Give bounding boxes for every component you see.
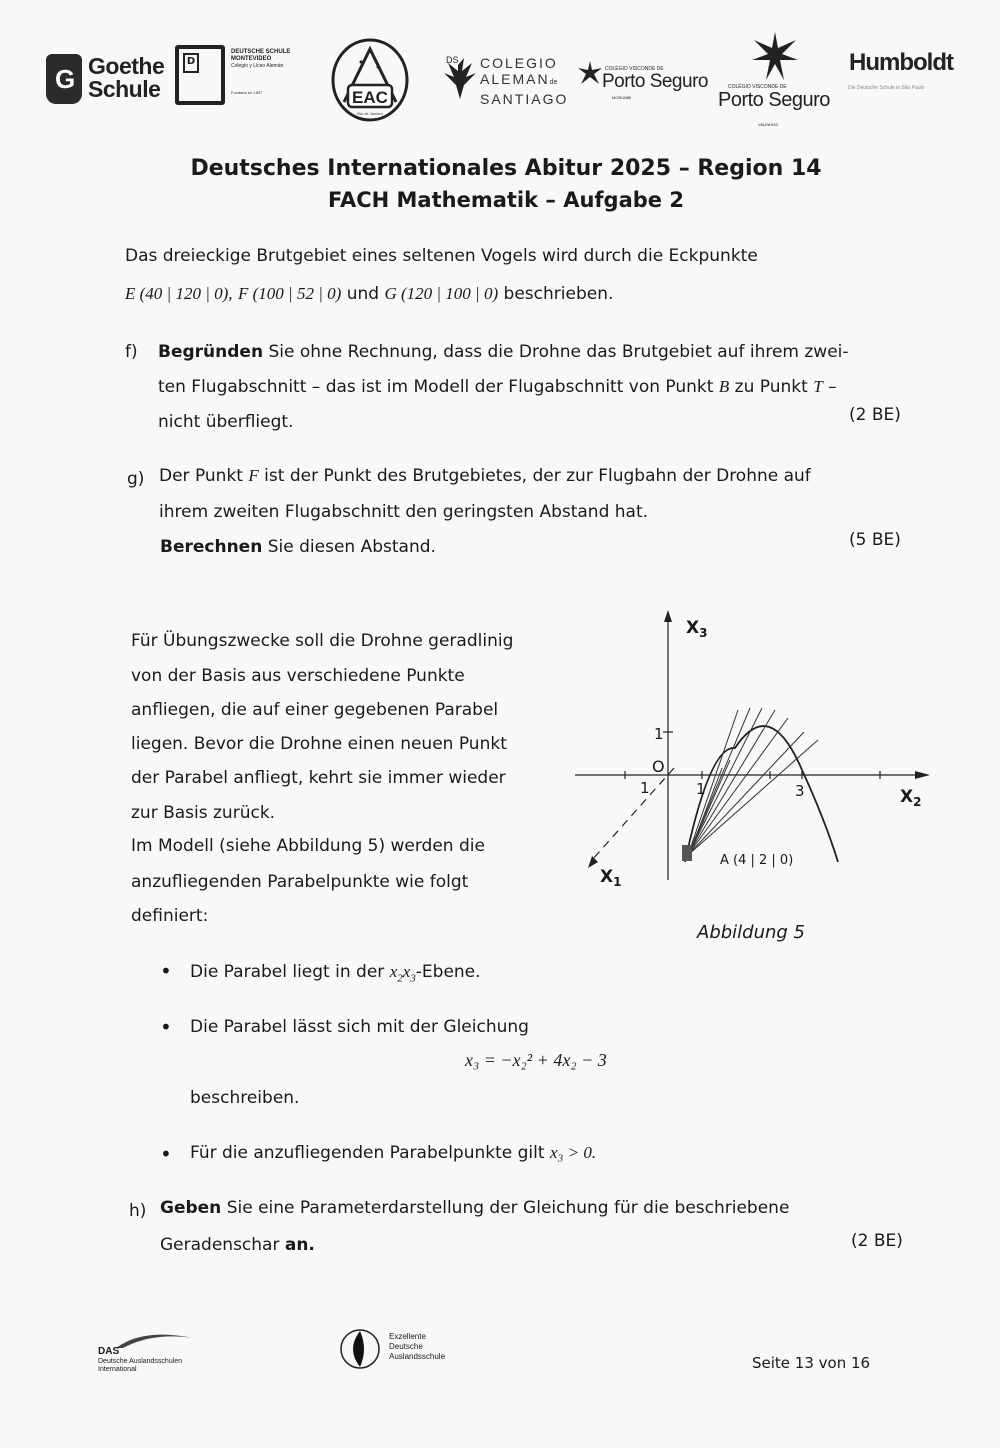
task-g-point-F: F bbox=[248, 466, 259, 485]
dsm-line2: MONTEVIDEO bbox=[231, 56, 272, 62]
page-number: Seite 13 von 16 bbox=[752, 1354, 871, 1372]
bullet-3-condition: x₃ > 0. bbox=[549, 1143, 597, 1162]
intro-line1: Das dreieckige Brutgebiet eines seltenen Vogels wird durch die Eckpunkte bbox=[125, 246, 758, 266]
task-f-point-T: T bbox=[813, 377, 823, 396]
bullet-3-text bbox=[190, 1143, 596, 1163]
task-h-verb2: an. bbox=[284, 1235, 315, 1255]
ps2-small: COLÉGIO VISCONDE DE bbox=[728, 84, 787, 90]
exercise-text-line: von der Basis aus verschiedene Punkte bbox=[131, 666, 465, 686]
task-h-line2 bbox=[160, 1235, 315, 1255]
task-f-points: (2 BE) bbox=[849, 405, 901, 425]
task-f-line1 bbox=[158, 342, 849, 362]
exercise-text-line: anfliegen, die auf einer gegebenen Parabel bbox=[131, 700, 499, 720]
goethe-logo-line2: Schule bbox=[88, 76, 161, 102]
task-f-verb: Begründen bbox=[158, 342, 264, 362]
task-g-line1-a: Der Punkt bbox=[159, 466, 243, 486]
bullet-2-end: beschreiben. bbox=[190, 1088, 300, 1108]
ds-line2: ALEMAN bbox=[480, 71, 550, 87]
figure-5-diagram bbox=[570, 600, 950, 900]
tick-x3-label: 1 bbox=[654, 725, 664, 743]
bullet-2-text: Die Parabel lässt sich mit der Gleichung bbox=[190, 1017, 529, 1037]
parabola-equation: x₃ = −x₂² + 4x₂ − 3 bbox=[465, 1050, 607, 1070]
bullet-3-a: Für die anzufliegenden Parabelpunkte gilt bbox=[190, 1143, 545, 1163]
exercise-text-line: der Parabel anfliegt, kehrt sie immer wieder bbox=[131, 768, 506, 788]
x2-axis-arrow bbox=[915, 771, 930, 779]
humboldt-logo: Humboldt bbox=[849, 49, 953, 76]
bullet-1-text bbox=[190, 962, 481, 988]
bullet-1-b: -Ebene. bbox=[415, 962, 481, 982]
dsm-line1: DEUTSCHE SCHULE bbox=[231, 49, 291, 55]
task-f-point-B: B bbox=[718, 377, 730, 396]
eac-logo-text: EAC bbox=[352, 88, 388, 107]
intro-line2 bbox=[125, 284, 613, 304]
ds-line3: SANTIAGO bbox=[480, 91, 569, 107]
ps1-sub: MORUMBI bbox=[612, 95, 632, 100]
task-h-label: h) bbox=[129, 1201, 147, 1221]
ds-line2-suffix: de bbox=[549, 79, 558, 86]
ds-tag: DS bbox=[446, 55, 459, 65]
bullet-dot-1: • bbox=[160, 959, 172, 983]
task-f-dash: – bbox=[828, 377, 837, 397]
dsm-logo-mark: D bbox=[175, 45, 225, 105]
ps1-small: COLÉGIO VISCONDE DE bbox=[605, 66, 664, 72]
tick-x2-1-label: 1 bbox=[696, 780, 706, 798]
tick-x2-3-label: 3 bbox=[795, 782, 805, 800]
origin-label: O bbox=[652, 757, 665, 776]
point-E: E (40 | 120 | 0), bbox=[125, 284, 233, 303]
dsm-logo-text bbox=[231, 49, 311, 70]
exz-line1: Exzellente bbox=[389, 1332, 426, 1341]
colegio-aleman-santiago-text bbox=[480, 55, 568, 107]
dsm-logo-sub: Fundado en 1857 bbox=[231, 90, 263, 95]
x3-label: $X_3$ bbox=[686, 618, 708, 640]
x1-axis-arrow bbox=[588, 856, 598, 868]
x1-label: $X_1$ bbox=[600, 867, 622, 889]
subject-title: FACH Mathematik – Aufgabe 2 bbox=[328, 188, 684, 212]
exercise-text-line: definiert: bbox=[131, 906, 209, 926]
exzellente-schule-text bbox=[389, 1332, 479, 1362]
ps2-sub: VALINHOS bbox=[758, 122, 778, 127]
das-line2: International bbox=[98, 1366, 137, 1373]
exercise-text-line: zur Basis zurück. bbox=[131, 803, 276, 823]
x3-axis-arrow bbox=[664, 610, 672, 622]
humboldt-sub: Die Deutsche Schule in São Paulo bbox=[848, 85, 925, 91]
porto-seguro-star-icon bbox=[577, 60, 603, 86]
task-f-line2-a: ten Flugabschnitt – das ist im Modell der Flugabschnitt von Punkt bbox=[158, 377, 714, 397]
eagle-icon bbox=[438, 53, 478, 103]
task-h-line1 bbox=[160, 1198, 789, 1218]
task-h-points: (2 BE) bbox=[851, 1231, 903, 1251]
task-f-label: f) bbox=[125, 342, 138, 362]
parabola-curve bbox=[685, 726, 838, 862]
x1-axis bbox=[592, 768, 674, 860]
point-F: F (100 | 52 | 0) bbox=[237, 284, 342, 303]
task-f-line2 bbox=[158, 377, 837, 397]
ds-line1: COLEGIO bbox=[480, 55, 558, 71]
tick-x1-label: 1 bbox=[640, 779, 650, 797]
das-line1: Deutsche Auslandsschulen bbox=[98, 1358, 183, 1365]
exz-line2: Deutsche bbox=[389, 1342, 423, 1351]
task-f-line2-b: zu Punkt bbox=[734, 377, 808, 397]
task-f-line1-rest: Sie ohne Rechnung, dass die Drohne das Brutgebiet auf ihrem zwei- bbox=[268, 342, 849, 362]
eac-logo-sub: Rio de Janeiro bbox=[357, 111, 383, 116]
intro-und: und bbox=[346, 284, 380, 304]
task-h-line2-text: Geradenschar bbox=[160, 1235, 280, 1255]
task-h-line1-rest: Sie eine Parameterdarstellung der Gleichung für die beschriebene bbox=[226, 1198, 790, 1218]
goethe-logo-line1: Goethe bbox=[88, 53, 165, 79]
goethe-schule-logo-text bbox=[88, 55, 164, 101]
exz-line3: Auslandsschule bbox=[389, 1352, 446, 1361]
x2x3-plane-symbol: $x_2x_3$ bbox=[389, 962, 416, 985]
task-g-line1 bbox=[159, 466, 811, 486]
task-g-line2: ihrem zweiten Flugabschnitt den geringsten Abstand hat. bbox=[159, 502, 649, 522]
exzellente-schule-icon bbox=[338, 1327, 382, 1371]
dsm-line3: Colegio y Liceo Alemán bbox=[231, 63, 284, 69]
task-f-line3: nicht überfliegt. bbox=[158, 412, 294, 432]
bullet-dot-2: • bbox=[160, 1015, 172, 1039]
x2-label: $X_2$ bbox=[900, 787, 922, 809]
ps1-name: Porto Seguro bbox=[602, 71, 708, 92]
point-A-marker bbox=[682, 845, 692, 861]
task-g-points: (5 BE) bbox=[849, 530, 901, 550]
task-g-label: g) bbox=[127, 469, 145, 489]
task-h-verb: Geben bbox=[160, 1198, 222, 1218]
eac-logo bbox=[330, 37, 410, 122]
goethe-schule-logo-mark: G bbox=[46, 54, 82, 104]
porto-seguro-valinhos-star-icon bbox=[750, 30, 800, 82]
das-logo-text: DAS bbox=[98, 1346, 120, 1357]
exam-title: Deutsches Internationales Abitur 2025 – Region 14 bbox=[190, 156, 822, 181]
task-g-line3 bbox=[160, 537, 436, 557]
exercise-text-line: Im Modell (siehe Abbildung 5) werden die bbox=[131, 836, 485, 856]
task-g-line1-b: ist der Punkt des Brutgebietes, der zur Flugbahn der Drohne auf bbox=[264, 466, 811, 486]
exercise-text-line: Für Übungszwecke soll die Drohne geradlinig bbox=[131, 631, 514, 651]
exercise-text-line: liegen. Bevor die Drohne einen neuen Punkt bbox=[131, 734, 507, 754]
ps2-name: Porto Seguro bbox=[718, 89, 830, 111]
ds-line2-wrap bbox=[480, 71, 568, 91]
exercise-text-line: anzufliegenden Parabelpunkte wie folgt bbox=[131, 872, 469, 892]
point-G: G (120 | 100 | 0) bbox=[384, 284, 499, 303]
figure-caption: Abbildung 5 bbox=[697, 922, 806, 943]
point-A-label: A (4 | 2 | 0) bbox=[720, 853, 794, 868]
bullet-dot-3: • bbox=[160, 1142, 172, 1166]
task-g-line3-rest: Sie diesen Abstand. bbox=[267, 537, 436, 557]
task-g-verb: Berechnen bbox=[160, 537, 263, 557]
bullet-1-a: Die Parabel liegt in der bbox=[190, 962, 385, 982]
intro-end: beschrieben. bbox=[503, 284, 614, 304]
